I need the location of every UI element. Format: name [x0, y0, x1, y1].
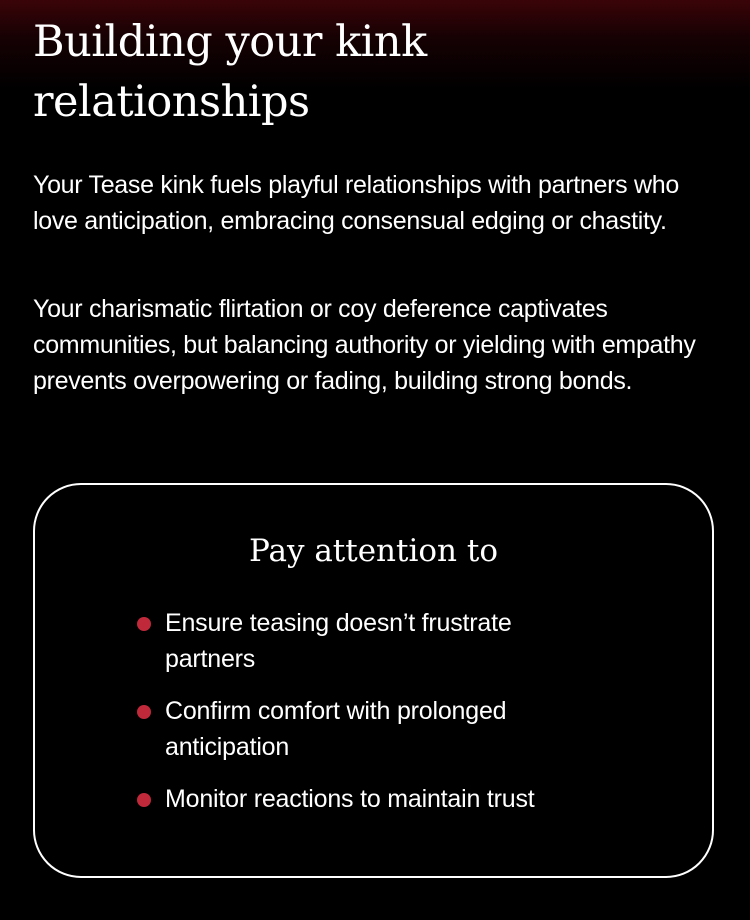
section-title: Building your kink relationships	[33, 17, 427, 127]
bullet-dot-icon	[137, 793, 151, 807]
attention-item	[137, 693, 587, 765]
attention-item-text: Confirm comfort with prolonged anticipation	[165, 697, 507, 761]
bullet-dot-icon	[137, 705, 151, 719]
attention-list	[137, 605, 587, 833]
card-heading: Pay attention to	[249, 533, 498, 569]
attention-item-text: Ensure teasing doesn’t frustrate partners	[165, 609, 512, 673]
attention-item	[137, 781, 587, 817]
intro-paragraph: Your Tease kink fuels playful relationships with partners who love anticipation, embracing consensual edging or chastity.	[33, 171, 679, 235]
bullet-dot-icon	[137, 617, 151, 631]
attention-card	[33, 483, 714, 878]
attention-item-text: Monitor reactions to maintain trust	[165, 785, 535, 813]
attention-item	[137, 605, 587, 677]
details-paragraph: Your charismatic flirtation or coy deference captivates communities, but balancing authority or yielding with empathy prevents overpowering or fading, building strong bonds.	[33, 295, 696, 395]
